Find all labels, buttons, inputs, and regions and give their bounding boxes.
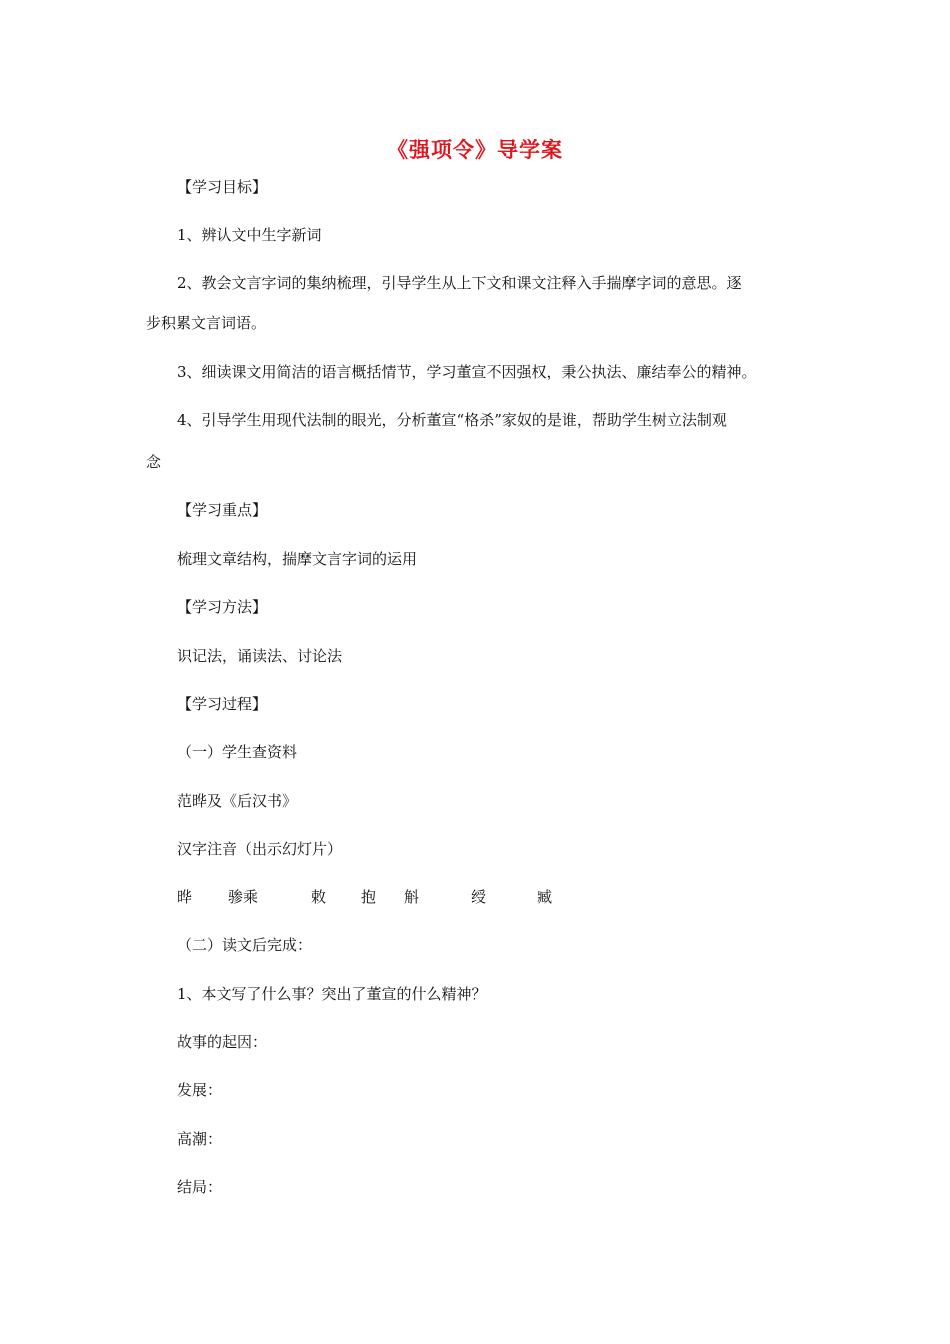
story-cause: 故事的起因： — [177, 1033, 268, 1051]
part-1-item-2: 汉字注音（出示幻灯片） — [177, 840, 343, 858]
character-item: 臧 — [537, 888, 553, 906]
part-1-heading: （一）学生查资料 — [177, 743, 298, 761]
part-2-heading: （二）读文后完成： — [177, 936, 313, 954]
character-item: 抱 — [361, 888, 377, 906]
objective-1: 1、辨认文中生字新词 — [177, 226, 322, 244]
character-list — [0, 887, 950, 907]
story-ending: 结局： — [177, 1178, 223, 1196]
objective-3: 3、细读课文用简洁的语言概括情节，学习董宣不因强权，秉公执法、廉结奉公的精神。 — [177, 363, 757, 381]
character-item: 敕 — [311, 888, 327, 906]
character-item: 斛 — [404, 888, 420, 906]
process-heading: 【学习过程】 — [177, 695, 268, 713]
focus-text: 梳理文章结构，揣摩文言字词的运用 — [177, 550, 418, 568]
objectives-heading: 【学习目标】 — [177, 178, 268, 196]
part-1-item-1: 范晔及《后汉书》 — [177, 792, 298, 810]
objective-2-line-2: 步积累文言词语。 — [146, 314, 267, 332]
character-item: 绶 — [471, 888, 487, 906]
objective-4-line-2: 念 — [146, 453, 162, 471]
objective-4-line-1: 4、引导学生用现代法制的眼光，分析董宣“格杀”家奴的是谁，帮助学生树立法制观 — [177, 411, 727, 429]
method-text: 识记法，诵读法、讨论法 — [177, 647, 343, 665]
document-title: 《强项令》导学案 — [387, 138, 563, 162]
method-heading: 【学习方法】 — [177, 598, 268, 616]
focus-heading: 【学习重点】 — [177, 501, 268, 519]
character-item: 晔 — [177, 888, 193, 906]
story-climax: 高潮： — [177, 1130, 223, 1148]
objective-2-line-1: 2、教会文言字词的集纳梳理，引导学生从上下文和课文注释入手揣摩字词的意思。逐 — [177, 274, 742, 292]
character-item: 骖乘 — [228, 888, 259, 906]
question-1: 1、本文写了什么事？突出了董宣的什么精神？ — [177, 985, 487, 1003]
story-development: 发展： — [177, 1081, 223, 1099]
